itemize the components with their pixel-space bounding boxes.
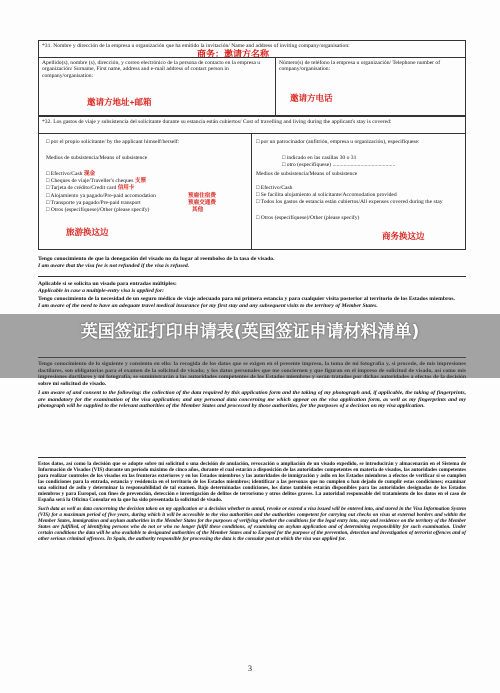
accom-annotation: 预雇住宿费 <box>188 193 216 199</box>
q32-label: *32. Los gastos de viaje y subsistencia del solicitante durante su estancia están cubiertos/ Cost of travelling and living during the applicant's stay is covered: <box>42 119 392 125</box>
q32-sponsor-option[interactable]: □ por un patrocinador (anfitrión, empresa u organización), especifíquese: <box>256 139 420 145</box>
q31-address-annotation: 邀请方地址+邮箱 <box>87 97 152 107</box>
business-annotation: 商务换这边 <box>382 231 425 241</box>
q31-phone-label: Número(s) de teléfono la empresa u organización/ Telephone number of company/organisation: <box>279 60 441 73</box>
section-32-table <box>38 116 466 250</box>
vis-notice: Estos datos, así como la decisión que se adopte sobre mi solicitud o una decisión de anulación, revocación o ampliación de un visado expedido, se introducirán y almacenarán en el Sistema de Información de Visados (VIS) durante un período máximo de cinco años, durante el cual estarán a disposición de las autoridades competentes en materia de visados, las autoridades competentes para realizar controles de los visados en las fronteras exteriores y en los Estados miembros y las autoridades de inmigración y asilo en los Estados miembros a efectos de verificar si se cumplen las condiciones para la entrada, estancia y residencia en el territorio de los Estados miembros; identificar a las personas que no cumplen o han dejado de cumplir estas condiciones; examinar una solicitud de asilo y determinar la responsabilidad de tal examen. Bajo determinadas condiciones, los datos también estarán disponibles para las autoridades designadas de los Estados miembros y para Europol, con fines de prevención, detección e investigación de delitos de terrorismo y otros delitos graves. La autoridad responsable del tratamiento de los datos en el caso de España será la Oficina Consular en la que ha sido presentada la solicitud de visado. Such data as well as data concerning the decision taken on my application or a decision whether to annul, revoke or extend a visa issued will be entered into, and stored in the Visa Information System (VIS) for a maximum period of five years, during which it will be accessible to the visa authorities and the authorities competent for carrying out checks on visas at external borders and within the Member States, immigration and asylum authorities in the Member States for the purposes of verifying whether the conditions for the legal entry into, stay and residence on the territory of the Member States are fulfilled, of identifying persons who do not or who no longer fulfil these conditions, of examining an asylum application and of determining responsibility for such examination. Under certain conditions the data will be also available to designated authorities of the Member States and to Europol for the purpose of the prevention, detection and investigation of terrorist offences and of other serious criminal offences. In Spain, the authority responsible for processing the data is the consular post at which the visa was applied for. <box>38 461 466 542</box>
traveler-annotation: 旅游换这边 <box>66 227 109 237</box>
other-left-annotation: 其他 <box>192 207 204 213</box>
means-right-label: Medios de subsistencia/Means of subsistence <box>256 171 358 177</box>
transport-annotation: 预雇交通费 <box>188 200 216 206</box>
q31-label: *31. Nombre y dirección de la empresa u organización que ha emitido la invitación/ Name and address of inviting company/organisation: <box>42 43 350 49</box>
section-31-table <box>38 40 466 116</box>
card-option[interactable]: □ Tarjeta de crédito/Credit card 信用卡 <box>46 185 135 191</box>
multi-entry-notice: Aplicable si se solicita un visado para entradas múltiples: Applicable in case a multiple-entry visa is applied for: Tengo conocimiento de la necesidad de un seguro médico de viaje adecuado para mi primera estancia y para cualquier visita posterior al territorio de los Estados miembros. I am aware of the need to have an adequate travel medical insurance for my first stay and any subsequent visits to the territory of Member States. <box>38 281 455 309</box>
box-other-option[interactable]: □ otro (especifíquese) ............................................. <box>282 162 396 168</box>
cash-annotation: 现金 <box>83 171 96 177</box>
other-right-option[interactable]: □ Otros (especifíquese)/Other (please specify) <box>256 215 360 221</box>
transport-option[interactable]: □ Transporte ya pagado/Pre-paid transport <box>46 200 141 206</box>
cheques-annotation: 支票 <box>134 178 147 184</box>
card-annotation: 信用卡 <box>117 185 135 191</box>
other-left-option[interactable]: □ Otros (especifíquese)/Other (please specify) <box>46 207 150 213</box>
all-expenses-option[interactable]: □ Todos los gastos de estancia están cubiertos/All expenses covered during the stay <box>256 199 443 205</box>
q31-name-annotation: 商务：邀请方名称 <box>197 49 270 59</box>
data-consent-notice: sobre mi solicitud de visado. I am aware of and consent to the following: the collection of the data required by this application form and the taking of my photograph and, if applicable, the taking of fingerprints, are mandatory for the examination of the visa application; and any personal data concerning me which appear on the visa application form, as well as my fingerprints and my photograph will be supplied to the relevant authorities of the Member States and processed by those authorities, for the purposes of a decision on my visa application. <box>38 380 466 409</box>
accom-right-option[interactable]: □ Se facilita alojamiento al solicitante/Accomodation provided <box>256 192 397 198</box>
means-left-label: Medios de subsistencia/Means of subsistence <box>46 155 148 161</box>
cash-right-option[interactable]: □ Efectivo/Cash <box>256 185 293 191</box>
title-overlay-text: 英国签证打印申请表(英国签证申请材料清单) <box>80 322 420 342</box>
q31-contact-label: Apellido(s), nombre (s), dirección, y correo electrónico de la persona de contacto en la empresa u organización/ Surname, First name, address and e-mail address of contact person in company/organisation: <box>42 60 261 79</box>
cash-option[interactable]: □ Efectivo/Cash 现金 <box>46 171 96 177</box>
q31-phone-annotation: 邀请方电话 <box>290 93 333 103</box>
refund-notice: Tengo conocimiento de que la denegación del visado no da lugar al reembolso de la tasa de visado. I am aware that the visa fee is not refunded if the visa is refused. <box>38 256 275 269</box>
q32-self-option[interactable]: □ por el propio solicitante/ by the applicant himself/herself: <box>46 139 180 145</box>
accom-option[interactable]: □ Alojamiento ya pagado/Pre-paid accomodation <box>46 193 156 199</box>
box-30-31-option[interactable]: □ indicado en las casillas 30 o 31 <box>282 155 357 161</box>
page-number: 3 <box>248 664 252 673</box>
cheques-option[interactable]: □ Cheques de viaje/Traveller's cheques 支票 <box>46 178 147 184</box>
